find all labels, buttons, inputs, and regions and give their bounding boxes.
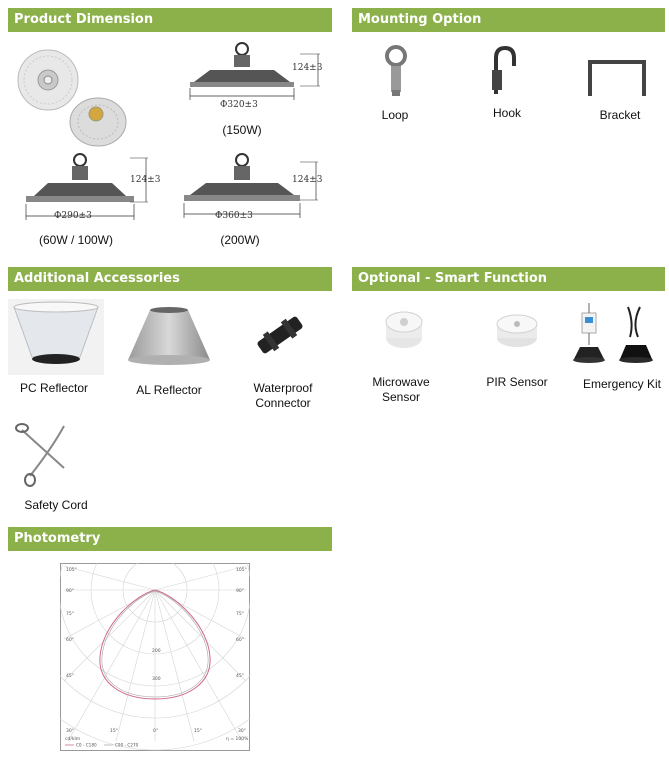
- angle-right-105: 105°: [236, 568, 247, 573]
- product-photo: [10, 42, 130, 152]
- lamp-drawing-60w-100w: [18, 148, 168, 228]
- mount-label-hook: Hook: [492, 106, 521, 120]
- section-header-additional-accessories: Additional Accessories: [8, 267, 332, 291]
- caption-150w: (150W): [222, 123, 262, 137]
- smart-label-pir-sensor: PIR Sensor: [486, 375, 548, 389]
- legend-c0: C0 - C180: [76, 742, 97, 748]
- angle-left-105: 105°: [66, 568, 77, 573]
- al-reflector-image: [126, 306, 212, 366]
- eta-label: η = 100%: [226, 737, 249, 742]
- pc-reflector-image: [8, 299, 104, 375]
- radial-label-200: 200: [152, 649, 161, 654]
- angle-bottom-15-left: 15°: [110, 729, 118, 734]
- emergency-kit-image: [568, 303, 660, 369]
- angle-left-90: 90°: [66, 589, 74, 594]
- angle-left-45: 45°: [66, 674, 74, 679]
- angle-bottom-15-right: 15°: [194, 729, 202, 734]
- dim-150w-diameter: Φ320±3: [220, 100, 258, 110]
- dim-150w-height: 124±3: [292, 63, 323, 73]
- angle-right-45: 45°: [236, 674, 244, 679]
- dim-200w-diameter: Φ360±3: [215, 211, 253, 221]
- angle-bottom-30-right: 30°: [238, 729, 246, 734]
- section-header-mounting-option: Mounting Option: [352, 8, 665, 32]
- angle-right-75: 75°: [236, 612, 244, 617]
- hook-icon: [490, 44, 520, 100]
- caption-200w: (200W): [220, 233, 260, 247]
- product-top-view: [18, 50, 78, 110]
- mount-label-loop: Loop: [381, 108, 409, 122]
- angle-right-60: 60°: [236, 638, 244, 643]
- accessory-label-pc-reflector: PC Reflector: [19, 381, 89, 395]
- section-header-product-dimension: Product Dimension: [8, 8, 332, 32]
- smart-label-emergency-kit: Emergency Kit: [582, 377, 662, 391]
- legend-c90: C90 - C270: [115, 742, 139, 748]
- angle-bottom-30-left: 30°: [66, 729, 74, 734]
- waterproof-connector-image: [250, 310, 310, 360]
- angle-bottom-0: 0°: [153, 729, 159, 734]
- section-header-smart-function: Optional - Smart Function: [352, 267, 665, 291]
- loop-icon: [382, 44, 410, 100]
- bracket-icon: [584, 56, 650, 98]
- smart-label-microwave-sensor: [364, 375, 438, 405]
- section-header-photometry: Photometry: [8, 527, 332, 551]
- angle-right-90: 90°: [236, 589, 244, 594]
- accessory-label-waterproof-connector: Waterproof Connector: [253, 381, 313, 410]
- caption-60w-100w: (60W / 100W): [38, 233, 113, 247]
- photometry-polar-chart: [60, 563, 250, 751]
- lamp-drawing-200w: [182, 148, 332, 228]
- pir-sensor-image: [494, 312, 540, 350]
- microwave-sensor-image: [382, 308, 426, 352]
- accessory-label-safety-cord: Safety Cord: [24, 498, 88, 512]
- dim-60w-height: 124±3: [130, 175, 161, 185]
- dim-200w-height: 124±3: [292, 175, 323, 185]
- safety-cord-image: [12, 418, 82, 490]
- product-bottom-view: [70, 98, 126, 146]
- unit-label: cd/klm: [65, 737, 81, 742]
- mount-label-bracket: Bracket: [599, 108, 641, 122]
- accessory-label-al-reflector: AL Reflector: [136, 383, 202, 397]
- radial-label-300: 300: [152, 677, 161, 682]
- angle-left-60: 60°: [66, 638, 74, 643]
- microwave-sensor-label: Microwave Sensor: [372, 375, 430, 404]
- angle-left-75: 75°: [66, 612, 74, 617]
- dim-60w-diameter: Φ290±3: [54, 211, 92, 221]
